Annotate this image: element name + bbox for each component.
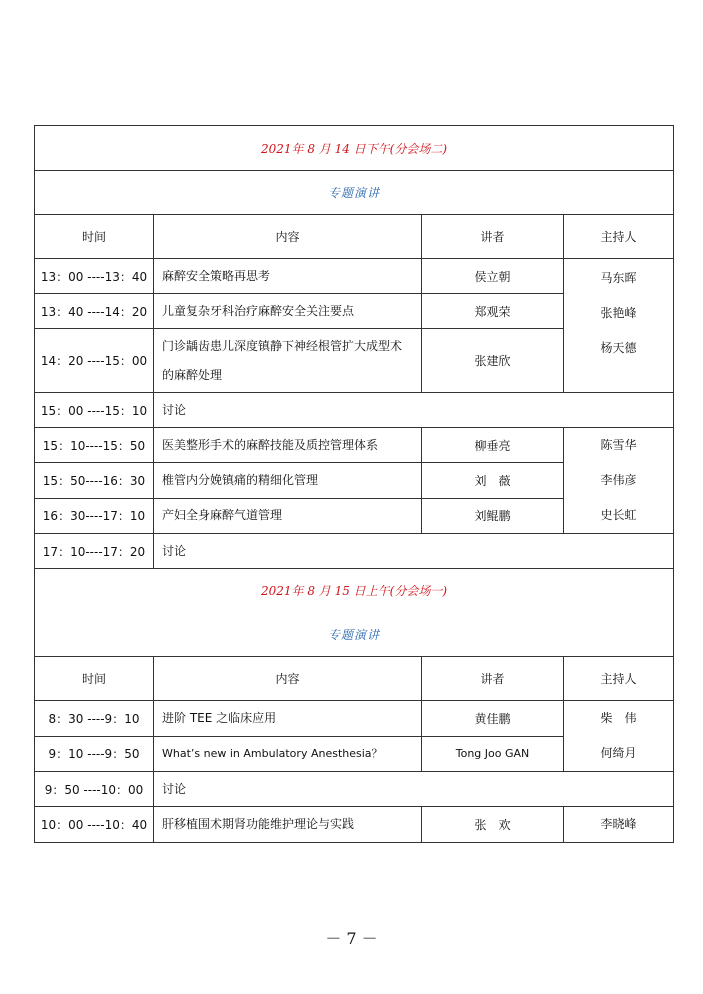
time-cell: 17：10----17：20 bbox=[35, 534, 154, 569]
session1-subtitle: 专题演讲 bbox=[35, 171, 674, 215]
time-cell: 9：50 ----10：00 bbox=[35, 772, 154, 807]
time-cell: 8：30 ----9：10 bbox=[35, 701, 154, 737]
header-host: 主持人 bbox=[564, 215, 674, 259]
table-row bbox=[35, 807, 674, 843]
content-cell: What’s new in Ambulatory Anesthesia？ bbox=[154, 736, 422, 772]
host-name: 陈雪华 bbox=[600, 438, 637, 452]
host-name: 史长虹 bbox=[600, 508, 637, 522]
host-name: 柴 伟 bbox=[600, 711, 637, 725]
host-name: 马东晖 bbox=[600, 271, 637, 285]
host-name: 张艳峰 bbox=[600, 306, 637, 320]
header-host: 主持人 bbox=[564, 657, 674, 701]
time-cell: 10：00 ----10：40 bbox=[35, 807, 154, 843]
time-cell: 16：30----17：10 bbox=[35, 498, 154, 533]
table-row bbox=[35, 259, 674, 294]
content-cell: 讨论 bbox=[154, 772, 674, 807]
speaker-cell: 黄佳鹏 bbox=[422, 701, 564, 737]
table-row bbox=[35, 701, 674, 737]
time-cell: 14：20 ----15：00 bbox=[35, 329, 154, 393]
content-cell: 进阶 TEE 之临床应用 bbox=[154, 701, 422, 737]
content-cell: 儿童复杂牙科治疗麻醉安全关注要点 bbox=[154, 294, 422, 329]
header-time: 时间 bbox=[35, 215, 154, 259]
header-content: 内容 bbox=[154, 657, 422, 701]
session2-subtitle: 专题演讲 bbox=[35, 613, 674, 657]
speaker-cell: 郑观荣 bbox=[422, 294, 564, 329]
table-row bbox=[35, 772, 674, 807]
content-cell: 医美整形手术的麻醉技能及质控管理体系 bbox=[154, 428, 422, 463]
time-cell: 15：50----16：30 bbox=[35, 463, 154, 498]
host-name: 李伟彦 bbox=[600, 473, 637, 487]
table-row bbox=[35, 393, 674, 428]
speaker-cell: 柳垂亮 bbox=[422, 428, 564, 463]
header-content: 内容 bbox=[154, 215, 422, 259]
host-name: 杨天德 bbox=[600, 341, 637, 355]
content-cell: 肝移植围术期肾功能维护理论与实践 bbox=[154, 807, 422, 843]
table-row bbox=[35, 428, 674, 463]
content-cell: 椎管内分娩镇痛的精细化管理 bbox=[154, 463, 422, 498]
host-cell bbox=[564, 259, 674, 393]
time-cell: 13：40 ----14：20 bbox=[35, 294, 154, 329]
speaker-cell: 刘 薇 bbox=[422, 463, 564, 498]
host-cell bbox=[564, 701, 674, 772]
content-cell: 讨论 bbox=[154, 393, 674, 428]
content-cell: 讨论 bbox=[154, 534, 674, 569]
content-cell: 产妇全身麻醉气道管理 bbox=[154, 498, 422, 533]
header-speaker: 讲者 bbox=[422, 657, 564, 701]
time-cell: 15：00 ----15：10 bbox=[35, 393, 154, 428]
host-cell bbox=[564, 428, 674, 534]
session2-banner: 2021年 8 月 15 日上午(分会场一) bbox=[35, 569, 674, 613]
speaker-cell: 刘鲲鹏 bbox=[422, 498, 564, 533]
host-cell: 李晓峰 bbox=[564, 807, 674, 843]
time-cell: 13：00 ----13：40 bbox=[35, 259, 154, 294]
header-time: 时间 bbox=[35, 657, 154, 701]
speaker-cell: 张 欢 bbox=[422, 807, 564, 843]
content-cell: 麻醉安全策略再思考 bbox=[154, 259, 422, 294]
time-cell: 15：10----15：50 bbox=[35, 428, 154, 463]
page-number: － 7 － bbox=[325, 929, 378, 948]
speaker-cell: 张建欣 bbox=[422, 329, 564, 393]
content-cell: 门诊龋齿患儿深度镇静下神经根管扩大成型术的麻醉处理 bbox=[154, 329, 422, 393]
schedule-table bbox=[34, 125, 674, 843]
header-speaker: 讲者 bbox=[422, 215, 564, 259]
session1-banner: 2021年 8 月 14 日下午(分会场二) bbox=[35, 126, 674, 171]
speaker-cell: 侯立朝 bbox=[422, 259, 564, 294]
speaker-cell: Tong Joo GAN bbox=[422, 736, 564, 772]
table-row bbox=[35, 534, 674, 569]
time-cell: 9：10 ----9：50 bbox=[35, 736, 154, 772]
host-name: 何绮月 bbox=[600, 746, 637, 760]
